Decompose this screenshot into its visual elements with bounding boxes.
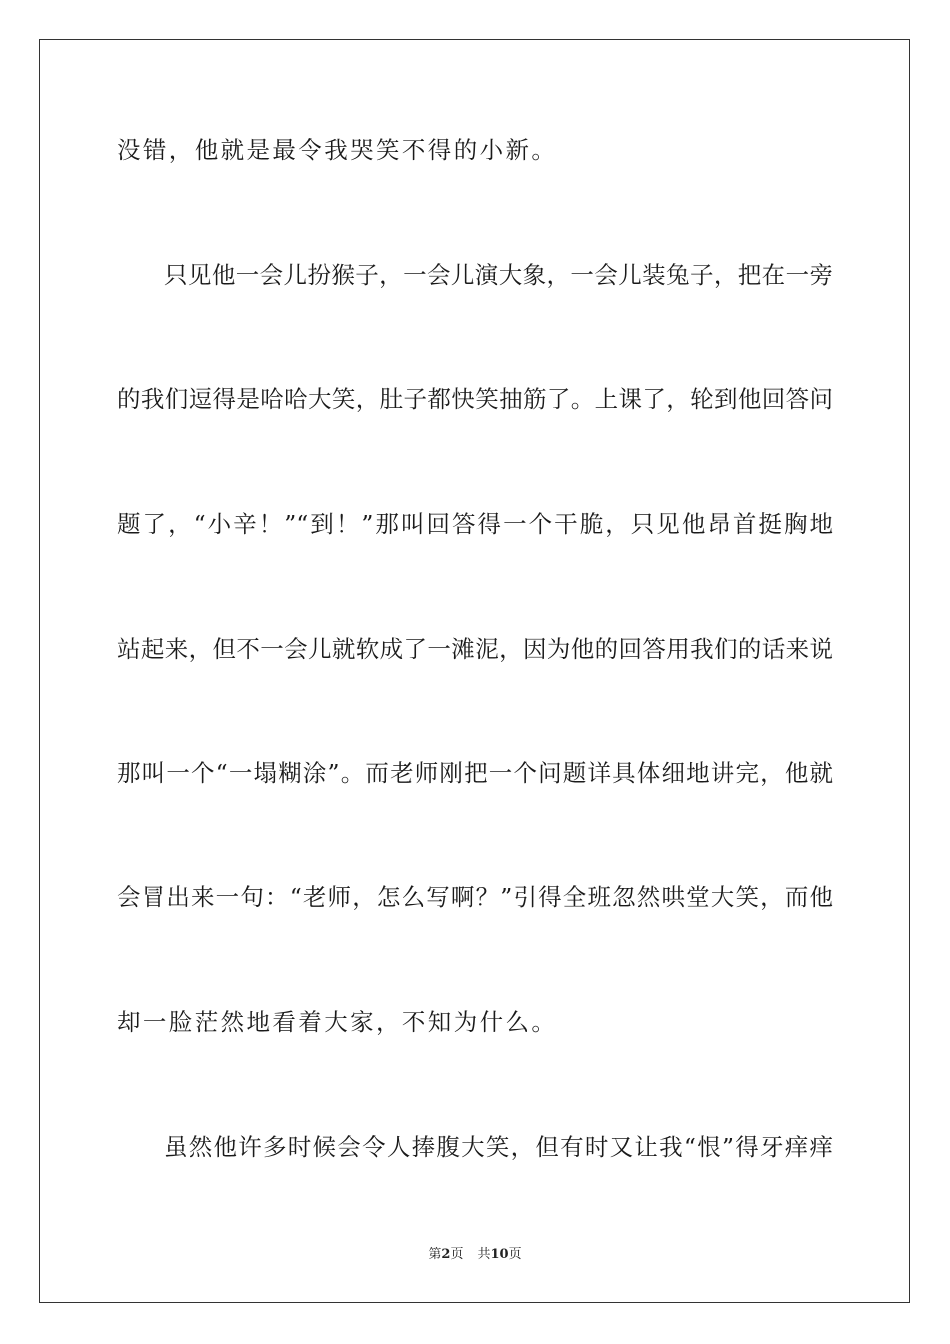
total-pages-number: 10 bbox=[490, 1247, 509, 1262]
page-footer bbox=[0, 1246, 950, 1264]
footer-page-suffix: 页 bbox=[450, 1247, 464, 1262]
paragraph-line: 题了，“小辛！”“到！”那叫回答得一个干脆，只见他昂首挺胸地 bbox=[117, 510, 833, 538]
paragraph-line: 没错，他就是最令我哭笑不得的小新。 bbox=[117, 136, 558, 164]
paragraph-line: 虽然他许多时候会令人捧腹大笑，但有时又让我“恨”得牙痒痒 bbox=[164, 1133, 833, 1161]
footer-total-suffix: 页 bbox=[508, 1247, 522, 1262]
paragraph-line: 却一脸茫然地看着大家，不知为什么。 bbox=[117, 1008, 558, 1036]
footer-total-prefix: 共 bbox=[477, 1247, 491, 1262]
page-border bbox=[39, 39, 910, 1303]
paragraph-line: 那叫一个“一塌糊涂”。而老师刚把一个问题详具体细地讲完，他就 bbox=[117, 759, 833, 787]
paragraph-line: 只见他一会儿扮猴子，一会儿演大象，一会儿装兔子，把在一旁 bbox=[164, 261, 833, 289]
current-page-number: 2 bbox=[441, 1247, 451, 1262]
paragraph-line: 的我们逗得是哈哈大笑，肚子都快笑抽筋了。上课了，轮到他回答问 bbox=[117, 385, 833, 413]
paragraph-line: 站起来，但不一会儿就软成了一滩泥，因为他的回答用我们的话来说 bbox=[117, 635, 833, 663]
paragraph-line: 会冒出来一句：“老师，怎么写啊？”引得全班忽然哄堂大笑，而他 bbox=[117, 883, 833, 911]
footer-page-prefix: 第 bbox=[428, 1247, 442, 1262]
